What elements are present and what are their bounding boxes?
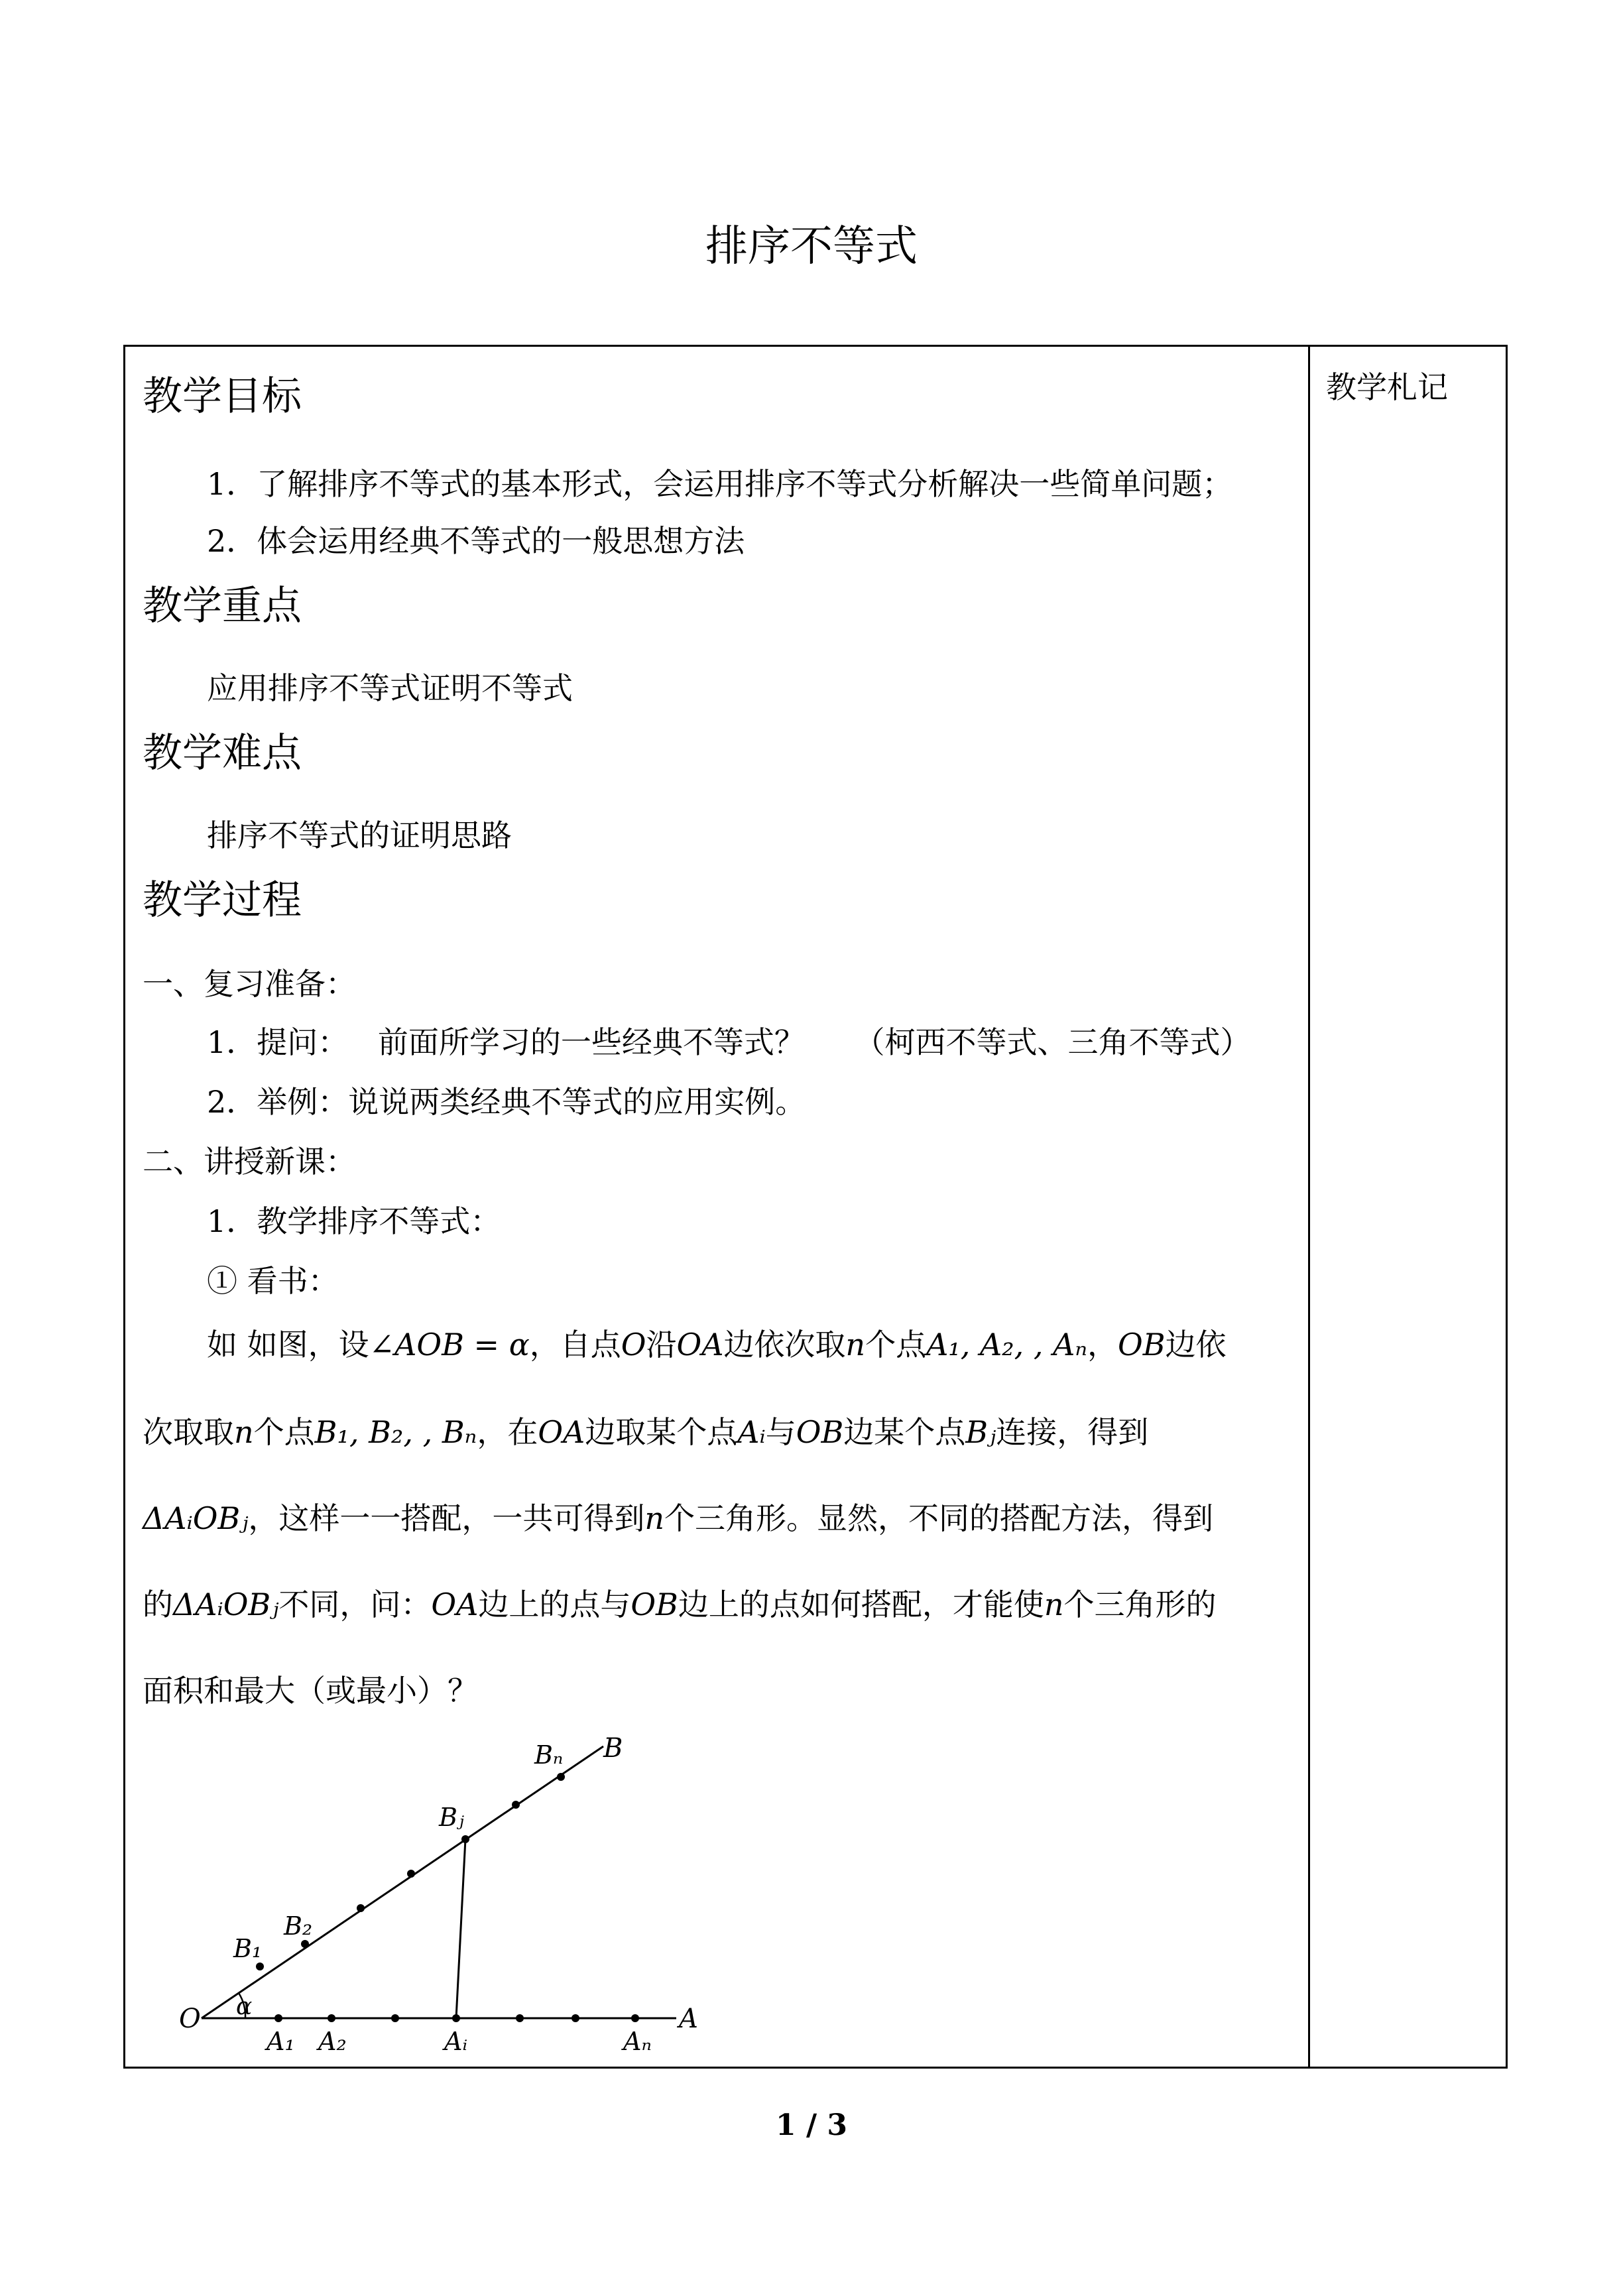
label-Bj: Bⱼ: [439, 1803, 464, 1832]
notes-column-header: 教学札记: [1326, 369, 1448, 405]
point-B2: [301, 1940, 309, 1948]
review-item-1-answer: （柯西不等式、三角不等式）: [854, 1024, 1251, 1060]
label-Bn: Bₙ: [534, 1740, 564, 1770]
point: [516, 2014, 524, 2022]
label-Ai: Aᵢ: [444, 2027, 468, 2056]
section-heading-goal: 教学目标: [143, 373, 302, 420]
section-heading-process: 教学过程: [143, 877, 302, 924]
point-B1: [256, 1963, 264, 1970]
paragraph-line-2: 次取取n个点B₁, B₂, , Bₙ，在OA边取某个点Aᵢ与OB边某个点Bⱼ连接，得到: [143, 1414, 1149, 1450]
label-An: Aₙ: [623, 2027, 652, 2056]
ray-OB: [202, 1746, 603, 2018]
point-Ai: [452, 2014, 460, 2022]
review-item-1-label: 1．提问：: [207, 1024, 349, 1060]
point-An: [631, 2014, 639, 2022]
new-lesson-heading: 二、讲授新课：: [143, 1144, 356, 1179]
difficulty-text: 排序不等式的证明思路: [207, 817, 512, 853]
goal-item-2: 2．体会运用经典不等式的一般思想方法: [207, 523, 745, 559]
paragraph-line-3: ΔAᵢOBⱼ，这样一一搭配，一共可得到n个三角形。显然，不同的搭配方法，得到: [143, 1500, 1214, 1536]
label-B2: B₂: [284, 1911, 313, 1941]
point-Bj: [461, 1835, 469, 1843]
label-A2: A₂: [318, 2027, 347, 2056]
page-title: 排序不等式: [705, 222, 918, 271]
key-point-text: 应用排序不等式证明不等式: [207, 670, 573, 706]
review-heading: 一、复习准备：: [143, 966, 356, 1002]
label-B1: B₁: [233, 1934, 263, 1963]
goal-item-1: 1．了解排序不等式的基本形式，会运用排序不等式分析解决一些简单问题；: [207, 466, 1233, 502]
point: [391, 2014, 399, 2022]
segment-AiBj: [456, 1839, 465, 2018]
section-heading-key: 教学重点: [143, 583, 302, 629]
label-alpha: α: [236, 1993, 253, 2020]
review-item-1-question: 前面所学习的一些经典不等式？: [377, 1024, 805, 1060]
section-heading-difficulty: 教学难点: [143, 730, 302, 776]
point: [512, 1801, 520, 1809]
paragraph-line-1: 如 如图，设∠AOB = α，自点O沿OA边依次取n个点A₁, A₂, , Aₙ，OB边依: [207, 1327, 1227, 1362]
paragraph-line-5: 面积和最大（或最小）？: [143, 1673, 478, 1709]
point-Bn: [557, 1773, 565, 1781]
paragraph-line-4: 的ΔAᵢOBⱼ不同，问：OA边上的点与OB边上的点如何搭配，才能使n个三角形的: [143, 1587, 1217, 1622]
point: [357, 1904, 365, 1912]
point-A1: [274, 2014, 282, 2022]
label-O: O: [179, 2004, 201, 2034]
read-book: ① 看书：: [207, 1263, 339, 1299]
label-A: A: [679, 2004, 698, 2034]
page-number: 1 / 3: [776, 2108, 847, 2142]
label-A1: A₁: [267, 2027, 295, 2056]
label-B: B: [603, 1733, 623, 1764]
review-item-2: 2．举例：说说两类经典不等式的应用实例。: [207, 1084, 806, 1120]
point: [407, 1870, 415, 1878]
new-lesson-item-1: 1．教学排序不等式：: [207, 1203, 501, 1239]
point: [571, 2014, 579, 2022]
point-A2: [328, 2014, 335, 2022]
